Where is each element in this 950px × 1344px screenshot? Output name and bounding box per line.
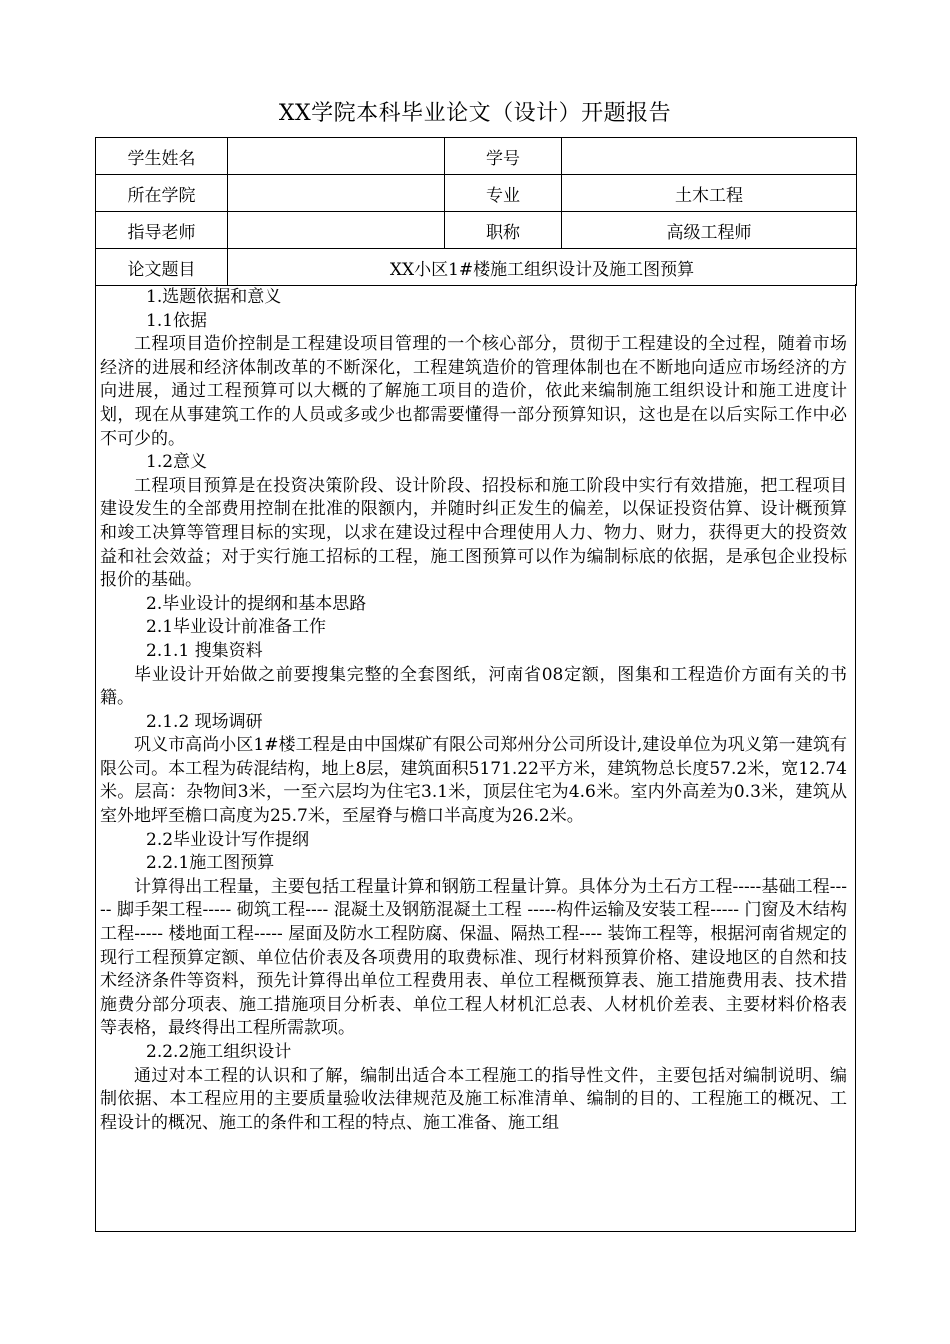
advisor-label: 指导老师	[96, 212, 228, 249]
topic-value: XX小区1#楼施工组织设计及施工图预算	[228, 249, 857, 286]
subsection-heading: 2.2毕业设计写作提纲	[146, 829, 310, 850]
topic-label: 论文题目	[96, 249, 228, 286]
title-rank-value: 高级工程师	[562, 212, 857, 249]
paragraph: 毕业设计开始做之前要搜集完整的全套图纸，河南省08定额，图集和工程造价方面有关的书籍。	[100, 664, 847, 709]
content-box	[95, 284, 856, 1232]
document-title: XX学院本科毕业论文（设计）开题报告	[278, 101, 672, 126]
table-row	[96, 212, 857, 249]
paragraph: 工程项目造价控制是工程建设项目管理的一个核心部分，贯彻于工程建设的全过程，随着市场经济的进展和经济体制改革的不断深化，工程建筑造价的管理体制也在不断地向适应市场经济的方向进展，通过工程预算可以大概的了解施工项目的造价，依此来编制施工组织设计和施工进度计划，现在从事建筑工作的人员或多或少也都需要懂得一部分预算知识，这也是在以后实际工作中必不可少的。	[100, 334, 847, 449]
table-row	[96, 138, 857, 175]
student-id-label: 学号	[445, 138, 562, 175]
subsection-heading: 2.2.1施工图预算	[146, 853, 275, 874]
report-content	[96, 284, 855, 1135]
paragraph: 工程项目预算是在投资决策阶段、设计阶段、招投标和施工阶段中实行有效措施，把工程项目建设发生的全部费用控制在批准的限额内，并随时纠正发生的偏差，以保证投资估算、设计概预算和竣工决算等管理目标的实现，以求在建设过程中合理使用人力、物力、财力，获得更大的投资效益和社会效益；对于实行施工招标的工程，施工图预算可以作为编制标底的依据，是承包企业投标报价的基础。	[100, 475, 847, 591]
subsection-heading: 2.1.2 现场调研	[146, 711, 263, 732]
table-row	[96, 249, 857, 286]
paragraph: 通过对本工程的认识和了解，编制出适合本工程施工的指导性文件，主要包括对编制说明、编制依据、本工程应用的主要质量验收法律规范及施工标准清单、编制的目的、工程施工的概况、工程设计的概况、施工的条件和工程的特点、施工准备、施工组	[100, 1065, 847, 1133]
student-name-value	[228, 138, 445, 175]
major-value: 土木工程	[562, 175, 857, 212]
major-label: 专业	[445, 175, 562, 212]
subsection-heading: 2.1毕业设计前准备工作	[146, 617, 327, 638]
subsection-heading: 2.2.2施工组织设计	[146, 1042, 292, 1062]
subsection-heading: 1.1依据	[146, 310, 208, 331]
paragraph: 计算得出工程量，主要包括工程量计算和钢筋工程量计算。具体分为土石方工程-----基础工程----- 脚手架工程----- 砌筑工程---- 混凝土及钢筋混凝土工程 -----构件运输及安装工程----- 门窗及木结构工程----- 楼地面工程----- 屋面及防水工程防腐、保温、隔热工程---- 装饰工程等，根据河南省规定的现行工程预算定额、单位估价表及各项费用的取费标准、现行材料预算价格、建设地区的自然和技术经济条件等资料，预先计算得出单位工程费用表、单位工程概预算表、施工措施费用表、技术措施费分部分项表、施工措施项目分析表、单位工程人材机汇总表、人材机价差表、主要材料价格表等表格，最终得出工程所需款项。	[100, 876, 847, 1039]
title-rank-label: 职称	[445, 212, 562, 249]
table-row	[96, 175, 857, 212]
section-heading: 2.毕业设计的提纲和基本思路	[146, 593, 367, 614]
paragraph: 巩义市高尚小区1#楼工程是由中国煤矿有限公司郑州分公司所设计,建设单位为巩义第一建筑有限公司。本工程为砖混结构，地上8层，建筑面积5171.22平方米，建筑物总长度57.2米，宽12.74米。层高：杂物间3米，一至六层均为住宅3.1米，顶层住宅为4.6米。室内外高差为0.3米，建筑从室外地坪至檐口高度为25.7米，至屋脊与檐口半高度为26.2米。	[100, 735, 847, 827]
student-name-label: 学生姓名	[96, 138, 228, 175]
student-id-value	[562, 138, 857, 175]
advisor-value	[228, 212, 445, 249]
subsection-heading: 2.1.1 搜集资料	[146, 640, 263, 661]
info-table	[95, 137, 857, 286]
college-value	[228, 175, 445, 212]
section-heading: 1.选题依据和意义	[146, 287, 282, 307]
college-label: 所在学院	[96, 175, 228, 212]
subsection-heading: 1.2意义	[146, 452, 208, 473]
